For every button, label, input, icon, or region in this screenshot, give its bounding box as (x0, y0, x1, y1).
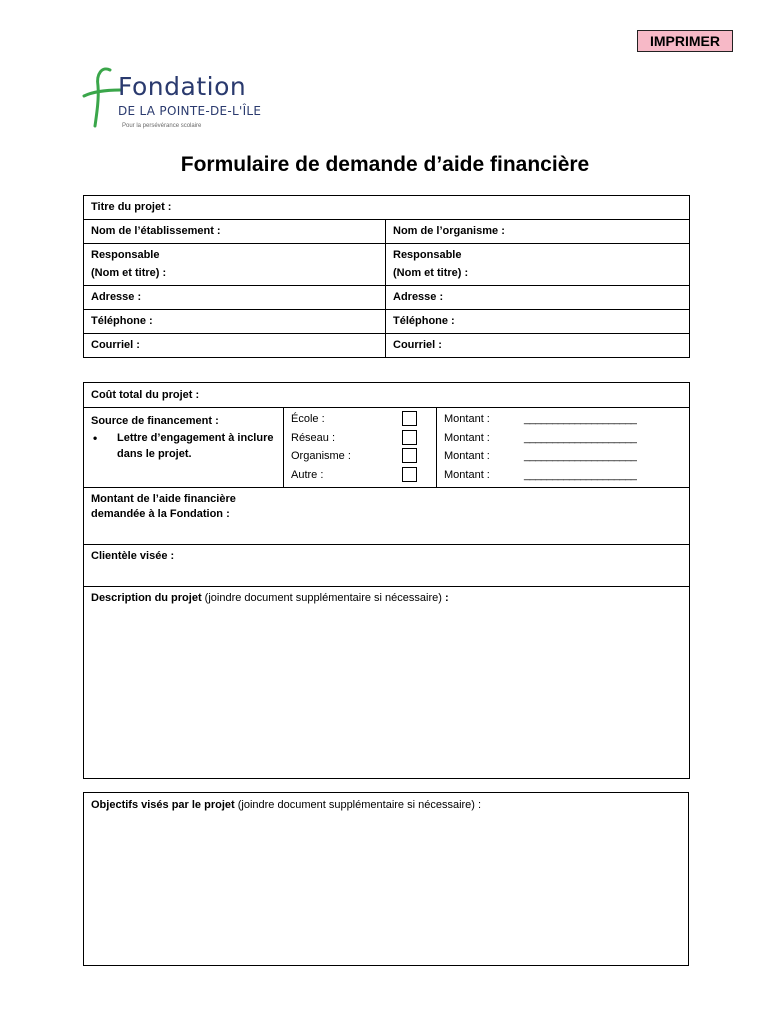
contact-table (83, 195, 690, 358)
phone-label: Téléphone : (393, 315, 455, 327)
address-label: Adresse : (393, 291, 444, 303)
option-network (291, 429, 429, 448)
responsible-sublabel: (Nom et titre) : (393, 267, 469, 279)
phone-label: Téléphone : (91, 315, 153, 327)
total-cost-label: Coût total du projet : (91, 389, 200, 401)
amount-label: Montant : (444, 450, 490, 462)
establishment-email-field[interactable] (84, 334, 386, 358)
option-label: École : (291, 413, 325, 425)
other-checkbox[interactable] (402, 467, 417, 482)
option-label: Organisme : (291, 450, 351, 462)
project-description-colon: : (444, 592, 449, 604)
project-description-field[interactable] (84, 587, 690, 779)
funding-amounts-cell (437, 408, 690, 488)
establishment-address-field[interactable] (84, 286, 386, 310)
amount-label: Montant : (444, 468, 490, 481)
requested-aid-field[interactable] (84, 488, 690, 545)
funding-options-cell (284, 408, 437, 488)
responsible-label: Responsable (393, 249, 462, 261)
organisation-email-field[interactable] (386, 334, 690, 358)
responsible-label: Responsable (91, 249, 160, 261)
organisation-address-field[interactable] (386, 286, 690, 310)
objectives-label: Objectifs visés par le projet (91, 799, 235, 811)
requested-aid-label: Montant de l’aide financière (91, 493, 236, 505)
option-organisation (291, 447, 429, 466)
project-description-note: (joindre document supplémentaire si nécessaire) (201, 592, 445, 604)
email-label: Courriel : (91, 339, 140, 351)
responsible-sublabel: (Nom et titre) : (91, 267, 167, 279)
amount-row (444, 410, 682, 429)
commitment-letter-note: • Lettre d’engagement à inclure dans le projet. (117, 430, 276, 462)
funding-source-notes (91, 430, 276, 462)
target-clientele-label: Clientèle visée : (91, 550, 175, 562)
amount-row (444, 447, 682, 466)
email-label: Courriel : (393, 339, 442, 351)
option-school (291, 410, 429, 429)
address-label: Adresse : (91, 291, 142, 303)
amount-label: Montant : (444, 413, 490, 425)
organisation-name-field[interactable] (386, 220, 690, 244)
project-title-label: Titre du projet : (91, 201, 172, 213)
funding-source-cell (84, 408, 284, 488)
amount-label: Montant : (444, 431, 490, 444)
amount-input-line[interactable]: ____________________ (524, 413, 637, 425)
project-title-field[interactable] (84, 196, 690, 220)
logo-subtitle: DE LA POINTE-DE-L'ÎLE (118, 104, 262, 118)
organisation-checkbox[interactable] (402, 448, 417, 463)
amount-input-line[interactable]: ____________________ (524, 431, 637, 444)
option-other (291, 466, 429, 485)
establishment-phone-field[interactable] (84, 310, 386, 334)
total-cost-field[interactable] (84, 383, 690, 408)
option-label: Autre : (291, 468, 324, 481)
project-description-label: Description du projet (91, 592, 202, 604)
funding-table (83, 382, 690, 779)
funding-source-label: Source de financement : (91, 415, 219, 427)
objectives-note: (joindre document supplémentaire si nécessaire) : (234, 799, 482, 811)
organisation-responsible-field[interactable] (386, 244, 690, 286)
organisation-phone-field[interactable] (386, 310, 690, 334)
form-title: Formulaire de demande d’aide financière (180, 153, 590, 176)
target-clientele-field[interactable] (84, 545, 690, 587)
logo-tagline: Pour la persévérance scolaire (122, 123, 202, 129)
objectives-field[interactable] (83, 792, 689, 966)
establishment-name-label: Nom de l’établissement : (91, 225, 221, 237)
amount-row (444, 429, 682, 448)
logo-wordmark: Fondation (118, 72, 247, 101)
school-checkbox[interactable] (402, 411, 417, 426)
option-label: Réseau : (291, 431, 336, 444)
amount-input-line[interactable]: ____________________ (524, 450, 637, 462)
amount-row (444, 466, 682, 485)
establishment-responsible-field[interactable] (84, 244, 386, 286)
print-button[interactable]: IMPRIMER (637, 30, 733, 52)
establishment-name-field[interactable] (84, 220, 386, 244)
requested-aid-sublabel: demandée à la Fondation : (91, 508, 230, 520)
logo (80, 64, 262, 134)
amount-input-line[interactable]: ____________________ (524, 468, 637, 481)
organisation-name-label: Nom de l’organisme : (393, 225, 505, 237)
network-checkbox[interactable] (402, 430, 417, 445)
